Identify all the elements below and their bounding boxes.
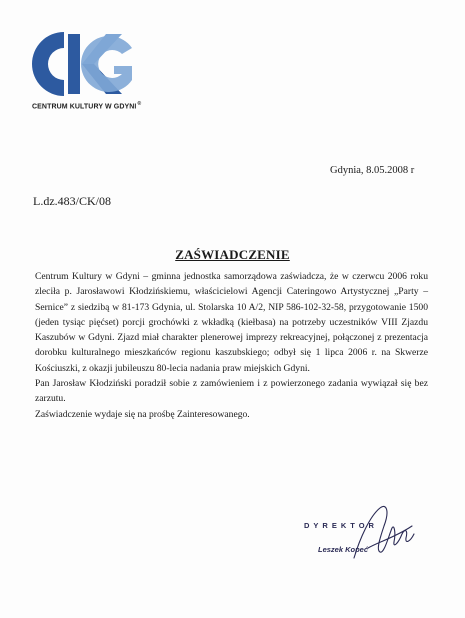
document-title: ZAŚWIADCZENIE [175, 247, 290, 262]
logo-c-shape [32, 32, 64, 96]
letter-body [35, 269, 428, 422]
logo-caption-text: CENTRUM KULTURY W GDYNI [32, 103, 137, 111]
handwritten-signature [350, 498, 420, 568]
place-date: Gdynia, 8.05.2008 r [330, 165, 415, 176]
reference-number: L.dz.483/CK/08 [33, 194, 111, 208]
body-paragraph: Pan Jarosław Kłodziński poradził sobie z zamówieniem i z powierzonego zadania wywiązał się bez zarzutu. [35, 378, 428, 405]
logo-k-stem [68, 34, 80, 94]
registered-mark: ® [137, 101, 142, 107]
logo-caption [32, 101, 141, 110]
signature-title: DYREKTOR [304, 521, 378, 530]
signature-name: Leszek Kopeć [318, 545, 369, 554]
body-paragraph: Zaświadczenie wydaje się na prośbę Zainteresowanego. [35, 408, 250, 420]
body-paragraph: Centrum Kultury w Gdyni – gminna jednostka samorządowa zaświadcza, że w czerwcu 2006 roku zleciła p. Jarosławowi Kłodzińskiemu, właścicielowi Agencji Cateringowo Artystycznej „Party – Sernice” z siedzibą w 81-173 Gdynia, ul. Stolarska 10 A/2, NIP 586-102-32-58, przygotowanie 1500 (jeden tysiąc pięćset) porcji grochówki z wkładką (kiełbasa) na potrzeby uczestników VIII Zjazdu Kaszubów w Gdyni. Zjazd miał charakter plenerowej imprezy rekreacyjnej, połączonej z prezentacja dorobku kulturalnego mieszkańców regionu kaszubskiego; odbył się 1 lipca 2006 r. na Skwerze Kościuszki, z okazji jubileuszu 80-lecia nadania praw miejskich Gdyni. [35, 271, 428, 374]
logo-g-shape [81, 36, 132, 92]
centrum-kultury-logo [28, 28, 138, 100]
